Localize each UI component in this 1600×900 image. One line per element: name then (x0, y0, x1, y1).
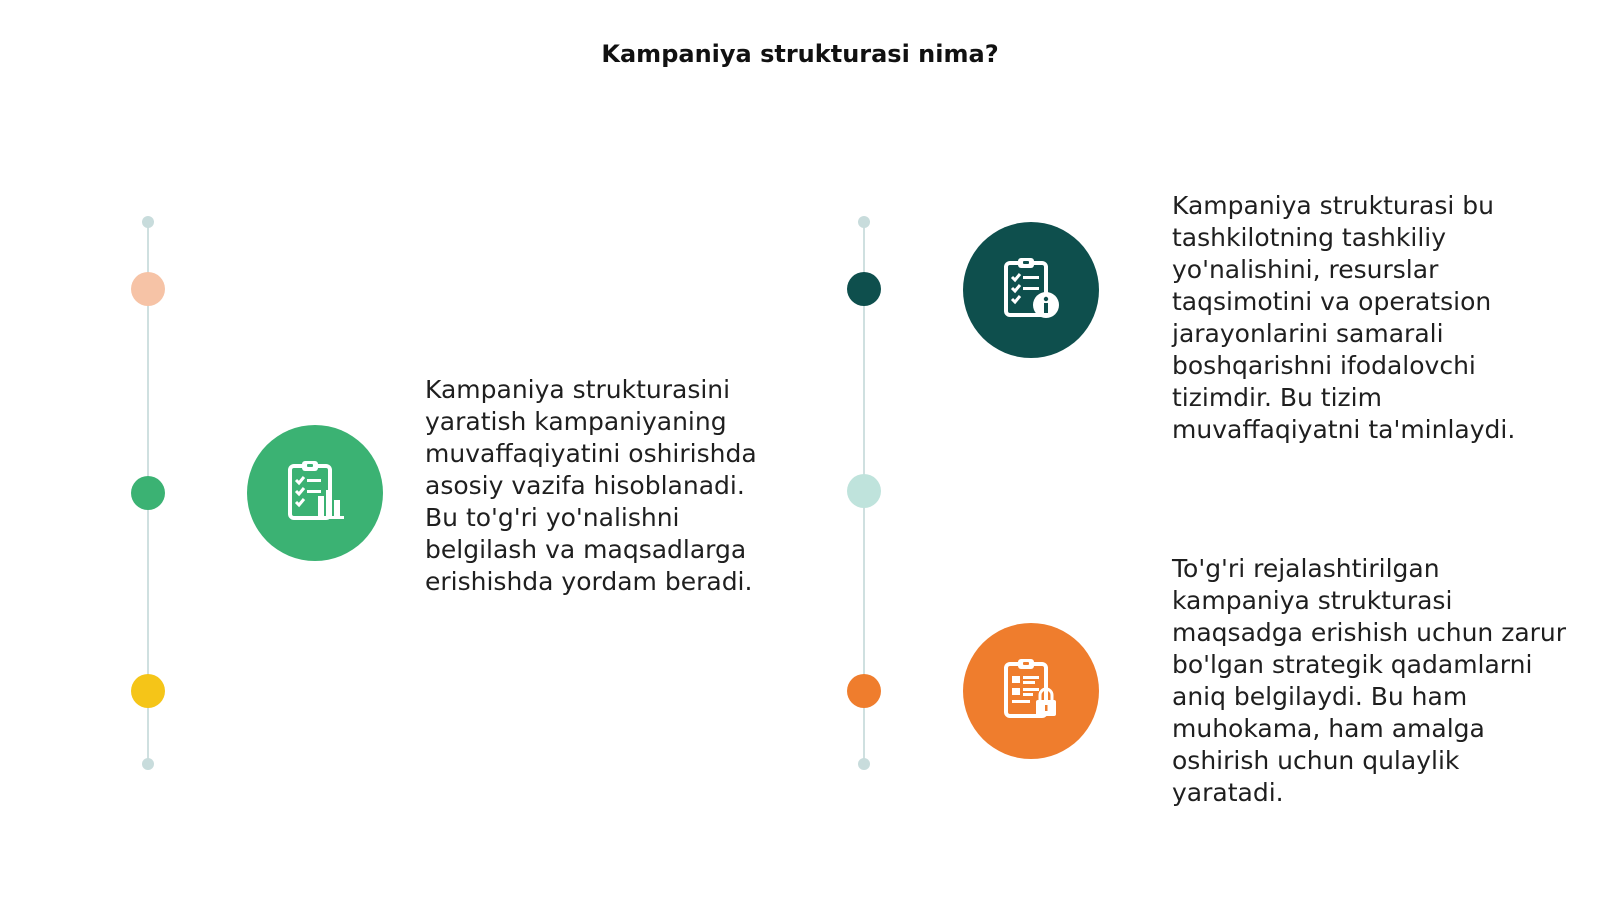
right-timeline-dot-1 (847, 272, 881, 306)
right-timeline-bottom-dot (858, 758, 870, 770)
clipboard-info-icon (996, 253, 1066, 327)
item-3-text: To'g'ri rejalashtirilgan kampaniya strukturasi maqsadga erishish uchun zarur bo'lgan strategik qadamlarni aniq belgilaydi. Bu ham muhokama, ham amalga oshirish uchun qulaylik yaratadi. (1172, 554, 1567, 807)
left-timeline-dot-3 (131, 674, 165, 708)
right-timeline-dot-2 (847, 474, 881, 508)
clipboard-chart-circle (247, 425, 383, 561)
left-timeline-dot-2 (131, 476, 165, 510)
item-1-text: Kampaniya strukturasini yaratish kampaniyaning muvaffaqiyatini oshirishda asosiy vazifa hisoblanadi. Bu to'g'ri yo'nalishni belgilash va maqsadlarga erishishda yordam beradi. (425, 375, 757, 596)
clipboard-lock-icon (996, 654, 1066, 728)
clipboard-info-circle (963, 222, 1099, 358)
slide-title: Kampaniya strukturasi nima? (601, 40, 999, 68)
left-timeline-dot-1 (131, 272, 165, 306)
clipboard-chart-icon (280, 456, 350, 530)
left-timeline-top-dot (142, 216, 154, 228)
right-timeline-dot-3 (847, 674, 881, 708)
item-2-text: Kampaniya strukturasi bu tashkilotning tashkiliy yo'nalishini, resurslar taqsimotini va operatsion jarayonlarini samarali boshqarishni ifodalovchi tizimdir. Bu tizim muvaffaqiyatni ta'minlaydi. (1172, 191, 1516, 444)
left-timeline-bottom-dot (142, 758, 154, 770)
clipboard-lock-circle (963, 623, 1099, 759)
right-timeline-top-dot (858, 216, 870, 228)
